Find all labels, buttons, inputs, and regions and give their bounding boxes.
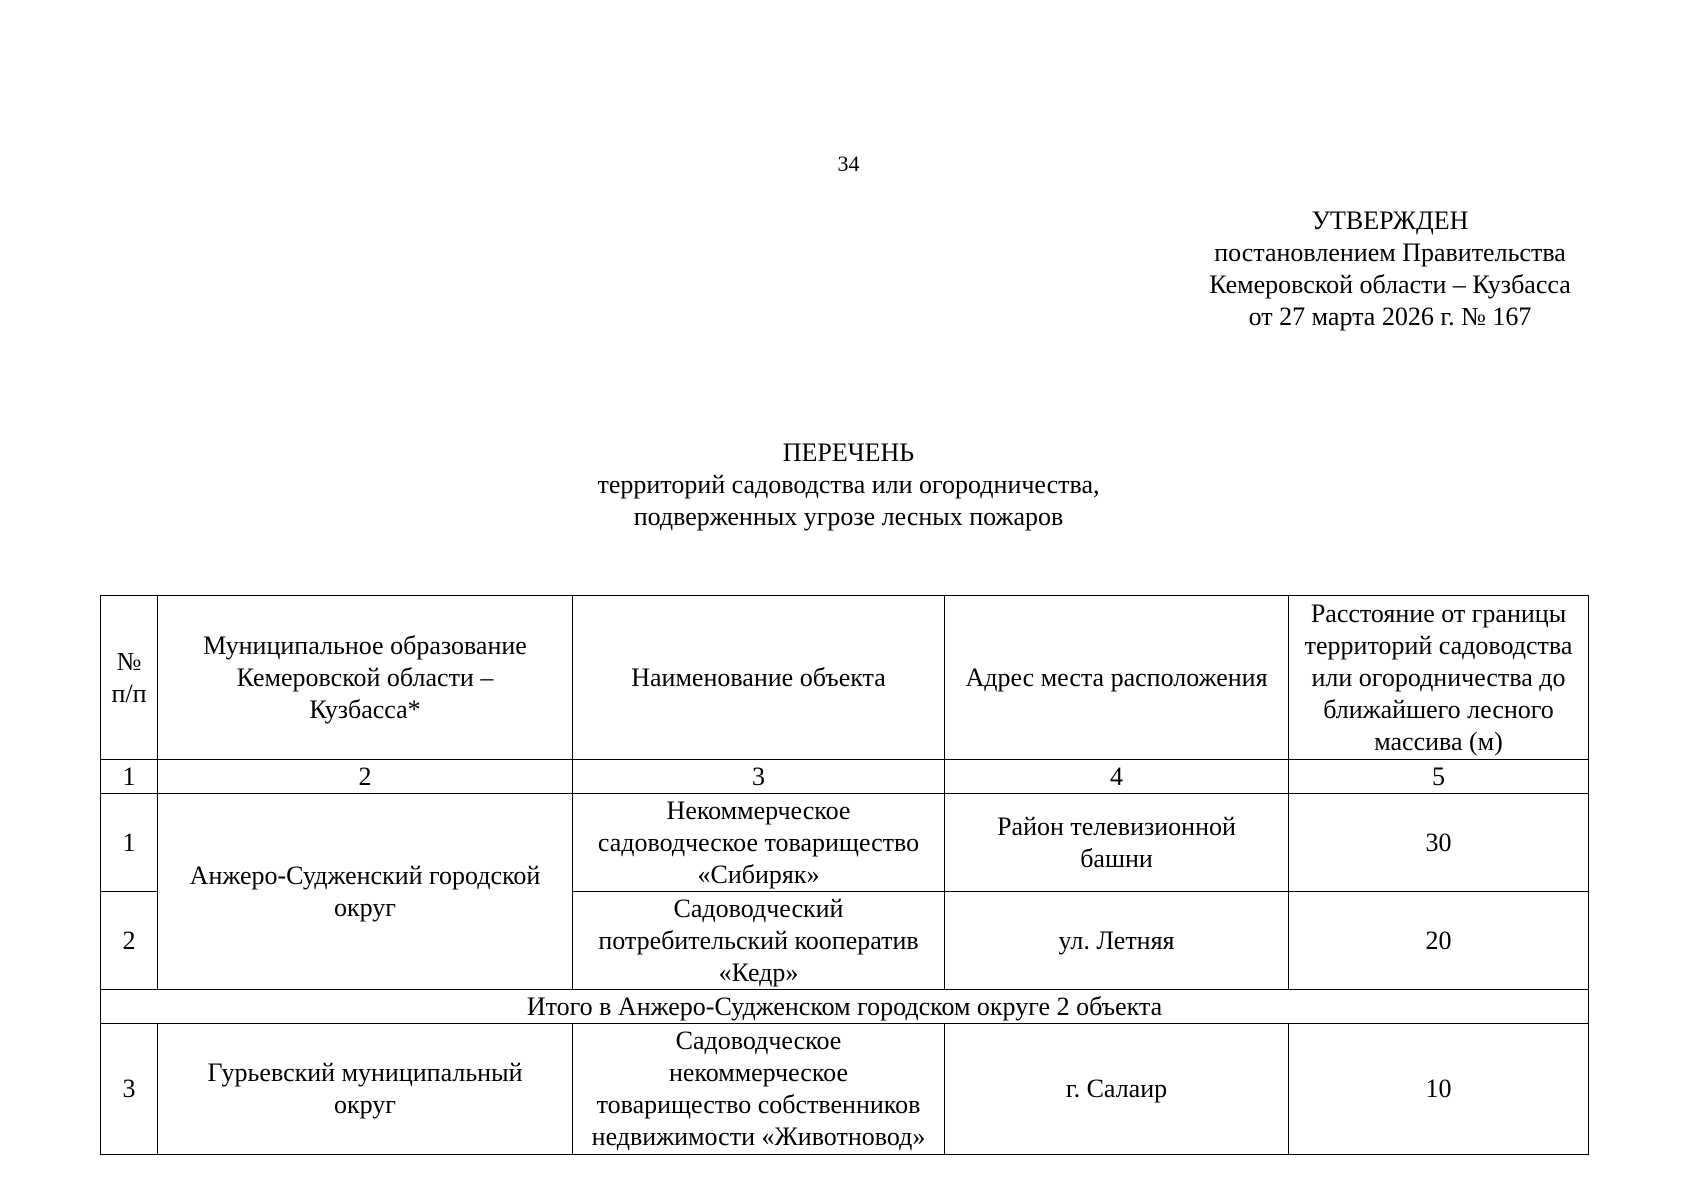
approval-heading: УТВЕРЖДЕН	[1311, 206, 1469, 235]
header-cell-index: № п/п	[101, 596, 158, 760]
header-cell-address: Адрес места расположения	[945, 596, 1289, 760]
header-row	[101, 596, 1589, 760]
municipality-cell: Анжеро-Судженский городской округ	[158, 794, 573, 990]
header-cell-object-name: Наименование объекта	[573, 596, 945, 760]
title-heading: ПЕРЕЧЕНЬ	[782, 438, 915, 467]
column-number-cell: 4	[945, 760, 1289, 794]
approval-date: от 27 марта 2026 г. № 167	[1248, 302, 1532, 331]
row-index-cell: 1	[101, 794, 158, 892]
address-cell: г. Салаир	[945, 1024, 1289, 1155]
total-row	[101, 990, 1589, 1024]
address-cell: ул. Летняя	[945, 892, 1289, 990]
distance-cell: 20	[1289, 892, 1589, 990]
title-subtitle: территорий садоводства или огородничества,	[597, 470, 1100, 499]
column-number-cell: 5	[1289, 760, 1589, 794]
approval-block	[1170, 205, 1610, 333]
column-number-cell: 3	[573, 760, 945, 794]
approval-line: постановлением Правительства	[1214, 238, 1566, 267]
distance-cell: 30	[1289, 794, 1589, 892]
title-subtitle: подверженных угрозе лесных пожаров	[633, 502, 1064, 531]
page-number: 34	[837, 151, 860, 176]
column-number-row	[101, 760, 1589, 794]
total-cell: Итого в Анжеро-Судженском городском округе 2 объекта	[101, 990, 1589, 1024]
address-cell: Район телевизионной башни	[945, 794, 1289, 892]
header-cell-municipality: Муниципальное образование Кемеровской области – Кузбасса*	[158, 596, 573, 760]
table-row	[101, 794, 1589, 892]
object-name-cell: Садоводческое некоммерческое товарищество собственников недвижимости «Животновод»	[573, 1024, 945, 1155]
row-index-cell: 3	[101, 1024, 158, 1155]
column-number-cell: 2	[158, 760, 573, 794]
object-name-cell: Садоводческий потребительский кооператив «Кедр»	[573, 892, 945, 990]
approval-line: Кемеровской области – Кузбасса	[1209, 270, 1571, 299]
distance-cell: 10	[1289, 1024, 1589, 1155]
municipality-cell: Гурьевский муниципальный округ	[158, 1024, 573, 1155]
object-name-cell: Некоммерческое садоводческое товарищество «Сибиряк»	[573, 794, 945, 892]
row-index-cell: 2	[101, 892, 158, 990]
registry-table	[100, 595, 1589, 1155]
table-row	[101, 1024, 1589, 1155]
document-title	[0, 437, 1697, 533]
header-cell-distance: Расстояние от границы территорий садоводства или огородничества до ближайшего лесного массива (м)	[1289, 596, 1589, 760]
column-number-cell: 1	[101, 760, 158, 794]
